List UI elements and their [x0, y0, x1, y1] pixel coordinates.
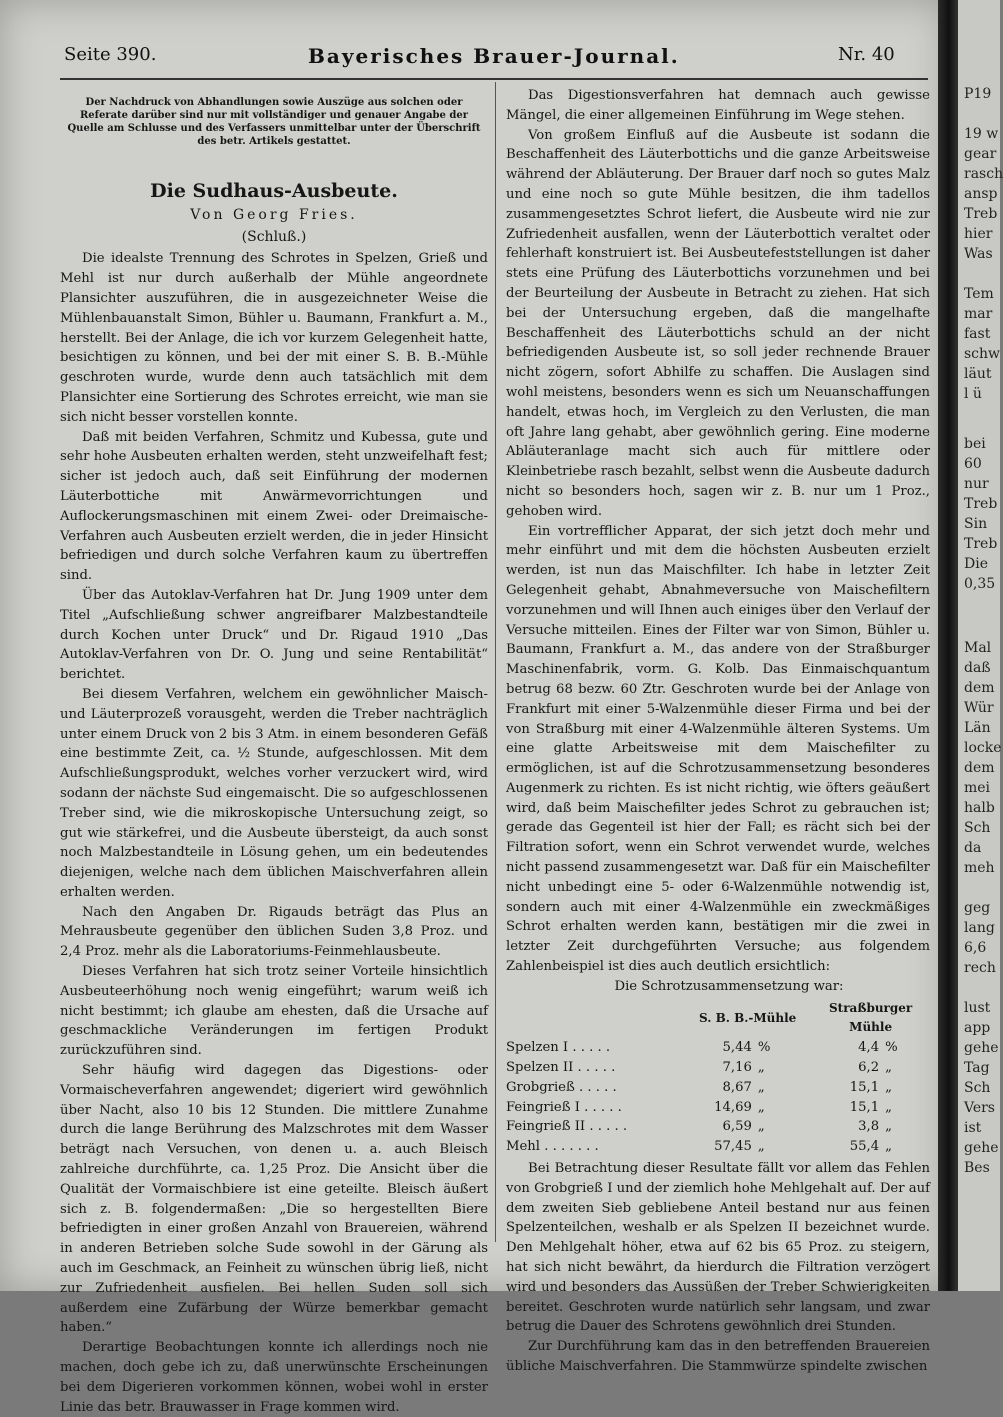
grist-composition-table — [506, 999, 930, 1157]
paragraph: Sehr häufig wird dagegen das Digestions- oder Vormaischeverfahren angewendet; digeriert wird gewöhnlich über Nacht, also 10 bis 12 Stunden. Die mittlere Zunahme durch die lange Berührung des Malzschrotes mit dem Wasser beträgt nach Versuchen, von denen u. a. auch Bleisch zahlreiche durchführte, ca. 1,25 Proz. Die Ansicht über die Qualität der Vormaischbiere ist eine geteilte. Bleisch äußert sich z. B. folgendermaßen: „Die so hergestellten Biere befriedigten in einer großen Anzahl von Brauereien, während in anderen Betrieben solche Sude sowohl in der Gärung als auch im Geschmack, an Feinheit zu wünschen übrig ließ, nicht zur Zufriedenheit ausfielen. Bei hellen Suden soll sich außerdem eine Zufärbung der Würze bemerkbar gemacht haben.“ — [60, 1063, 488, 1336]
sbb-unit: „ — [757, 1099, 765, 1115]
next-page-fragment: Tem — [964, 286, 994, 302]
next-page-fragment: mar — [964, 306, 993, 322]
table-row — [506, 1137, 930, 1157]
next-page-fragment: geg — [964, 900, 991, 916]
book-gutter — [938, 0, 960, 1291]
next-page-fragment: Sch — [964, 820, 991, 836]
next-page-fragment: mei — [964, 780, 991, 796]
next-page-fragment: Län — [964, 720, 991, 736]
article-author: Von Georg Fries. — [190, 206, 358, 223]
paragraph: Das Digestionsverfahren hat demnach auch gewisse Mängel, die einer allgemeinen Einführung im Wege stehen. — [506, 88, 930, 123]
right-column — [506, 86, 930, 1377]
sbb-unit: „ — [757, 1079, 765, 1095]
next-page-fragment: hier — [964, 226, 993, 242]
sbb-value: 8,67 — [722, 1079, 752, 1095]
paragraph: Nach den Angaben Dr. Rigauds beträgt das Plus an Mehrausbeute gegenüber den üblichen Suden 3,8 Proz. und 2,4 Proz. mehr als die Laboratoriums-Feinmehlausbeute. — [60, 904, 488, 960]
row-label: Feingrieß II . . . . . — [506, 1119, 628, 1135]
sbb-value: 14,69 — [714, 1099, 752, 1115]
strassburg-value: 4,4 — [858, 1040, 880, 1056]
row-label: Feingrieß I . . . . . — [506, 1099, 622, 1115]
sbb-value: 7,16 — [722, 1060, 752, 1076]
paragraph: Zur Durchführung kam das in den betreffenden Brauereien übliche Maischverfahren. Die Stammwürze spindelte zwischen — [506, 1339, 930, 1374]
next-page-fragment: 0,35 — [964, 576, 996, 592]
next-page-fragment: bei — [964, 436, 986, 452]
next-page-fragment: gehe — [964, 1040, 999, 1056]
next-page-fragment: Bes — [964, 1160, 990, 1176]
paragraph: Ein vortrefflicher Apparat, der sich jetzt doch mehr und mehr einführt und mit dem die höchsten Ausbeuten erzielt werden, ist nun das Maischfilter. Ich habe in letzter Zeit Gelegenheit gehabt, Abnahmeversuche von Maischefiltern vorzunehmen und will Ihnen auch einiges über den Verlauf der Versuche mitteilen. Eines der Filter war von Simon, Bühler u. Baumann, Frankfurt a. M., das andere von der Straßburger Maschinenfabrik, vorm. G. Kolb. Das Einmaischquantum betrug 68 bezw. 60 Ztr. Geschroten wurde bei der Anlage von Frankfurt mit einer 5-Walzenmühle dieser Firma und bei der von Straßburg mit einer 4-Walzenmühle älteren Systems. Um eine glatte Arbeitsweise mit dem Maischefilter zu ermöglichen, ist auf die Schrotzusammensetzung besonderes Augenmerk zu richten. Es ist nicht richtig, wie öfters geäußert wird, daß beim Maischefilter jedes Schrot zu gebrauchen ist; gerade das Gegenteil ist hier der Fall; es rächt sich bei der Filtration sofort, wenn ein Schrot verwendet wurde, welches nicht passend zusammengesetzt war. Daß für ein Maischefilter nicht unbedingt eine 5- oder 6-Walzenmühle notwendig ist, sondern auch mit einer 4-Walzenmühle ein zweckmäßiges Schrot erhalten werden kann, bestätigen mir die zwei in letzter Zeit durchgeführten Versuche; aus folgendem Zahlenbeispiel ist dies auch deutlich ersichtlich: — [506, 523, 930, 975]
next-page-fragment: dem — [964, 760, 995, 776]
table-row — [506, 1058, 930, 1078]
table-row — [506, 1098, 930, 1118]
table-row — [506, 1038, 930, 1058]
next-page-fragment: app — [964, 1020, 991, 1036]
strassburg-unit: „ — [885, 1079, 892, 1095]
header-rule — [60, 78, 928, 80]
row-label: Mehl . . . . . . . — [506, 1139, 599, 1155]
issue-number: Nr. 40 — [838, 44, 895, 65]
paragraph: Bei diesem Verfahren, welchem ein gewöhnlicher Maisch- und Läuterprozeß vorausgeht, werden die Treber nachträglich unter einem Druck von 2 bis 3 Atm. in einem besonderen Gefäß eine bestimmte Zeit, ca. ½ Stunde, aufgeschlossen. Mit dem Aufschließungsprodukt, welches vorher verzuckert wird, wird sodann der nächste Sud eingemaischt. Die so aufgeschlossenen Treber sind, wie die mikroskopische Untersuchung zeigt, so gut wie stärkefrei, und die Ausbeute übersteigt, da auch sonst noch Malzbestandteile in Lösung gehen, um ein bedeutendes diejenigen, welche nach dem üblichen Maischverfahren allein erhalten werden. — [60, 686, 488, 900]
row-label: Grobgrieß . . . . . — [506, 1079, 617, 1095]
sbb-value: 5,44 — [722, 1040, 752, 1056]
strassburg-unit: % — [885, 1040, 898, 1056]
next-page-fragment: Wür — [964, 700, 994, 716]
next-page-fragment: Vers — [964, 1100, 995, 1116]
article-title: Die Sudhaus-Ausbeute. — [150, 180, 398, 202]
paragraph: Daß mit beiden Verfahren, Schmitz und Kubessa, gute und sehr hohe Ausbeuten erhalten werden, steht unzweifelhaft fest; sicher ist jedoch auch, daß seit Einführung der modernen Läuterbottiche mit Anwärmevorrichtungen und Auflockerungsmaschinen mit einem Zwei- oder Dreimaische-Verfahren auch Ausbeuten erzielt werden, die in jeder Hinsicht befriedigen und durch solche Verfahren kaum zu übertreffen sind. — [60, 429, 488, 584]
next-page-fragment: locke — [964, 740, 1002, 756]
article-conclusion-marker: (Schluß.) — [241, 228, 307, 245]
strassburg-value: 3,8 — [858, 1119, 880, 1135]
sbb-unit: % — [757, 1040, 771, 1056]
journal-title: Bayerisches Brauer-Journal. — [308, 44, 680, 68]
sbb-unit: „ — [757, 1060, 765, 1076]
sbb-unit: „ — [757, 1119, 765, 1135]
sbb-value: 57,45 — [714, 1139, 752, 1155]
next-page-fragment: Treb — [964, 206, 998, 222]
table-caption: Die Schrotzusammensetzung war: — [614, 978, 844, 994]
page-number: Seite 390. — [64, 44, 157, 65]
next-page-fragment: 19 w — [964, 126, 999, 142]
column-divider — [495, 82, 496, 1242]
strassburg-unit: „ — [885, 1139, 892, 1155]
sbb-unit: „ — [757, 1139, 765, 1155]
next-page-fragment: Sch — [964, 1080, 991, 1096]
next-page-fragment: läut — [964, 366, 992, 382]
next-page-fragment: nur — [964, 476, 989, 492]
paragraph: Derartige Beobachtungen konnte ich allerdings noch nie machen, doch gebe ich zu, daß unerwünschte Erscheinungen bei dem Digerieren vorkommen können, wobei wohl in erster Linie das betr. Brauwasser in Frage kommen wird. — [60, 1340, 488, 1415]
next-page-fragment: Treb — [964, 536, 998, 552]
next-page-fragment: rech — [964, 960, 996, 976]
next-page-fragment: lang — [964, 920, 995, 936]
next-page-fragment: da — [964, 840, 982, 856]
table-row — [506, 1078, 930, 1098]
next-page-fragment: l ü — [964, 386, 982, 402]
column-header-strassburg: Straßburger Mühle — [829, 1000, 913, 1035]
next-page-fragment: daß — [964, 660, 991, 676]
paragraph: Die idealste Trennung des Schrotes in Spelzen, Grieß und Mehl ist nur durch außerhalb der Mühle angeordnete Plansichter auszuführen, die in ausgezeichneter Weise die Mühlenbauanstalt Simon, Bühler u. Baumann, Frankfurt a. M., herstellt. Bei der Anlage, die ich vor kurzem Gelegenheit hatte, besichtigen zu können, und bei der mit einer S. B. B.-Mühle geschroten wurde, wurde denn auch tatsächlich mit dem Plansichter eine Sortierung des Schrotes erreicht, wie man sie sich nicht besser vorstellen konnte. — [60, 251, 488, 425]
strassburg-unit: „ — [885, 1119, 892, 1135]
strassburg-value: 15,1 — [849, 1099, 880, 1115]
next-page-fragment: ansp — [964, 186, 998, 202]
next-page-fragment: Sin — [964, 516, 988, 532]
strassburg-value: 6,2 — [858, 1060, 880, 1076]
next-page-fragment: Treb — [964, 496, 998, 512]
next-page-fragment: Tag — [964, 1060, 990, 1076]
next-page-fragment: lust — [964, 1000, 991, 1016]
strassburg-value: 55,4 — [849, 1139, 880, 1155]
next-page-fragment: meh — [964, 860, 995, 876]
strassburg-value: 15,1 — [849, 1079, 880, 1095]
left-column — [60, 86, 488, 1417]
next-page-fragment: dem — [964, 680, 995, 696]
paragraph: Dieses Verfahren hat sich trotz seiner Vorteile hinsichtlich Ausbeuteerhöhung noch wenig eingeführt; warum weiß ich nicht bestimmt; ich glaube am ehesten, daß die Ursache auf geschmackliche Veränderungen im fertigen Produkt zurückzuführen sind. — [60, 964, 488, 1059]
next-page-fragment: fast — [964, 326, 991, 342]
next-page-fragment: Die — [964, 556, 988, 572]
column-header-sbb: S. B. B.-Mühle — [699, 1010, 797, 1025]
next-page-fragment: Mal — [964, 640, 992, 656]
paragraph: Von großem Einfluß auf die Ausbeute ist sodann die Beschaffenheit des Läuterbottichs und die ganze Arbeitsweise während der Abläuterung. Der Brauer darf noch so gutes Malz und eine noch so gute Mühle besitzen, die ihm tadellos zusammengesetztes Schrot liefert, die Ausbeute wird nie zur Zufriedenheit ausfallen, wenn der Läuterbottich veraltet oder fehlerhaft konstruiert ist. Bei Ausbeutefeststellungen ist daher stets eine Prüfung des Läuterbottichs vorzunehmen und bei der Beurteilung der Ausbeute in Betracht zu ziehen. Hat sich bei der Untersuchung ergeben, daß die mangelhafte Beschaffenheit des Läuterbottichs schuld an der nicht befriedigenden Ausbeute ist, so soll jeder rechnende Brauer nicht zögern, sofort Abhilfe zu schaffen. Die Auslagen sind wohl meistens, besonders wenn es sich um Neuanschaffungen handelt, etwas hoch, im Vergleich zu den Verlusten, die man oft Jahre lang gehabt, aber gewöhnlich gering. Eine moderne Abläuteranlage macht sich auch für mittlere oder Kleinbetriebe rasch bezahlt, selbst wenn die Ausbeute dadurch nicht so besonders hoch, sagen wir z. B. nur um 1 Proz., gehoben wird. — [506, 127, 931, 519]
next-page-fragment: gehe — [964, 1140, 999, 1156]
next-page-fragment: ist — [964, 1120, 982, 1136]
table-row — [506, 1117, 930, 1137]
strassburg-unit: „ — [885, 1060, 892, 1076]
reprint-note: Der Nachdruck von Abhandlungen sowie Auszüge aus solchen oder Referate darüber sind nur mit vollständiger und genauer Angabe der Quelle am Schlusse und des Verfassers unmittelbar unter der Überschrift des betr. Artikels gestattet. — [67, 97, 481, 147]
next-page-edge — [958, 0, 1003, 1291]
next-page-fragment: rasch — [964, 166, 1003, 182]
next-page-fragment: gear — [964, 146, 997, 162]
row-label: Spelzen I . . . . . — [506, 1040, 611, 1056]
next-page-fragment: Was — [964, 246, 993, 262]
table-header-row — [506, 999, 930, 1039]
strassburg-unit: „ — [885, 1099, 892, 1115]
next-page-fragment: P19 — [964, 86, 992, 102]
next-page-fragment: schw — [964, 346, 1001, 362]
next-page-fragment: halb — [964, 800, 995, 816]
next-page-fragment: 60 — [964, 456, 982, 472]
next-page-fragment: 6,6 — [964, 940, 987, 956]
paragraph: Bei Betrachtung dieser Resultate fällt vor allem das Fehlen von Grobgrieß I und der ziemlich hohe Mehlgehalt auf. Der auf dem zweiten Sieb gebliebene Anteil bestand nur aus feinen Spelzenteilchen, weshalb er als Spelzen II bezeichnet wurde. Den Mehlgehalt höher, etwa auf 62 bis 65 Proz. zu steigern, hat sich nicht bewährt, da hierdurch die Filtration verzögert wird und besonders das Aussüßen der Treber Schwierigkeiten bereitet. Geschroten wurde natürlich sehr langsam, und zwar betrug die Dauer des Schrotens gewöhnlich drei Stunden. — [506, 1161, 930, 1335]
sbb-value: 6,59 — [722, 1119, 752, 1135]
row-label: Spelzen II . . . . . — [506, 1060, 616, 1076]
paragraph: Über das Autoklav-Verfahren hat Dr. Jung 1909 unter dem Titel „Aufschließung schwer angreifbarer Malzbestandteile durch Kochen unter Druck“ und Dr. Rigaud 1910 „Das Autoklav-Verfahren von Dr. O. Jung und seine Rentabilität“ berichtet. — [60, 587, 488, 683]
